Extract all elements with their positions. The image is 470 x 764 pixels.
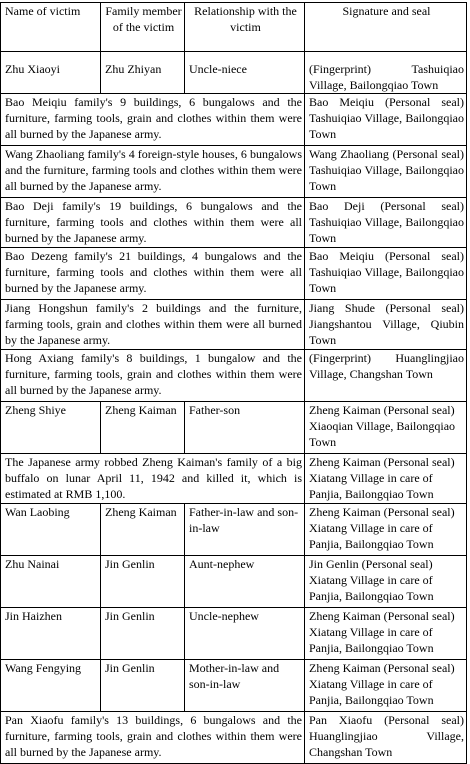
victim-name: Zhu Nainai — [1, 556, 101, 608]
loss-description: Pan Xiaofu family's 13 buildings, 6 bungalows and the furniture, farming tools, grain and clothes within them were all burned by the Japanese army. — [1, 712, 305, 764]
victim-name: Wan Laobing — [1, 504, 101, 556]
table-row — [1, 248, 467, 300]
signature-seal: Wang Zhaoliang (Personal seal) Tashuiqiao Village, Bailongqiao Town — [305, 146, 467, 198]
table-row — [1, 608, 467, 660]
table-row — [1, 454, 467, 504]
family-member: Jin Genlin — [101, 660, 185, 712]
family-member: Zheng Kaiman — [101, 504, 185, 556]
signature-seal: Zheng Kaiman (Personal seal) Xiaoqian Village, Bailongqiao Town — [305, 402, 467, 454]
header-row — [1, 3, 467, 52]
family-member: Zheng Kaiman — [101, 402, 185, 454]
table-row — [1, 300, 467, 350]
signature-seal: Bao Meiqiu (Personal seal) Tashuiqiao Village, Bailongqiao Town — [305, 248, 467, 300]
relationship: Uncle-niece — [185, 52, 305, 94]
relationship: Uncle-nephew — [185, 608, 305, 660]
victim-name: Jin Haizhen — [1, 608, 101, 660]
signature-seal: Jiang Shude (Personal seal) Jiangshantou Village, Qiubin Town — [305, 300, 467, 350]
victim-table — [0, 2, 467, 764]
signature-seal: (Fingerprint) Huanglingjiao Village, Changshan Town — [305, 350, 467, 402]
table-row — [1, 198, 467, 248]
relationship: Aunt-nephew — [185, 556, 305, 608]
loss-description: Bao Meiqiu family's 9 buildings, 6 bungalows and the furniture, farming tools, grain and clothes within them were all burned by the Japanese army. — [1, 94, 305, 146]
signature-seal: Zheng Kaiman (Personal seal) Xiatang Village in care of Panjia, Bailongqiao Town — [305, 454, 467, 504]
family-member: Zhu Zhiyan — [101, 52, 185, 94]
signature-seal: Zheng Kaiman (Personal seal) Xiatang Village in care of Panjia, Bailongqiao Town — [305, 504, 467, 556]
table-row — [1, 504, 467, 556]
header-name: Name of victim — [1, 3, 101, 52]
loss-description: The Japanese army robbed Zheng Kaiman's family of a big buffalo on lunar April 11, 1942 and killed it, which is estimated at RMB 1,100. — [1, 454, 305, 504]
relationship: Mother-in-law and son-in-law — [185, 660, 305, 712]
family-member: Jin Genlin — [101, 556, 185, 608]
signature-seal: Pan Xiaofu (Personal seal) Huanglingjiao Village, Changshan Town — [305, 712, 467, 764]
table-row — [1, 402, 467, 454]
relationship: Father-son — [185, 402, 305, 454]
signature-seal: Zheng Kaiman (Personal seal) Xiatang Village in care of Panjia, Bailongqiao Town — [305, 608, 467, 660]
signature-seal: Jin Genlin (Personal seal) Xiatang Village in care of Panjia, Bailongqiao Town — [305, 556, 467, 608]
header-family-member: Family member of the victim — [101, 3, 185, 52]
signature-seal: (Fingerprint) Tashuiqiao Village, Bailongqiao Town — [305, 52, 467, 94]
loss-description: Wang Zhaoliang family's 4 foreign-style houses, 6 bungalows and the furniture, farming tools and clothes within them were all burned by the Japanese army. — [1, 146, 305, 198]
family-member: Jin Genlin — [101, 608, 185, 660]
victim-name: Wang Fengying — [1, 660, 101, 712]
table-row — [1, 350, 467, 402]
table-row — [1, 556, 467, 608]
table-row — [1, 52, 467, 94]
signature-seal: Bao Meiqiu (Personal seal) Tashuiqiao Village, Bailongqiao Town — [305, 94, 467, 146]
loss-description: Bao Dezeng family's 21 buildings, 4 bungalows and the furniture, farming tools and clothes within them were all burned by the Japanese army. — [1, 248, 305, 300]
signature-seal: Bao Deji (Personal seal) Tashuiqiao Village, Bailongqiao Town — [305, 198, 467, 248]
header-signature: Signature and seal — [305, 3, 467, 52]
table-row — [1, 712, 467, 764]
relationship: Father-in-law and son-in-law — [185, 504, 305, 556]
table-row — [1, 94, 467, 146]
loss-description: Bao Deji family's 19 buildings, 6 bungalows and the furniture, farming tools and clothes within them were all burned by the Japanese army. — [1, 198, 305, 248]
table-row — [1, 146, 467, 198]
loss-description: Hong Axiang family's 8 buildings, 1 bungalow and the furniture, farming tools, grain and clothes within them were all burned by the Japanese army. — [1, 350, 305, 402]
victim-name: Zhu Xiaoyi — [1, 52, 101, 94]
signature-seal: Zheng Kaiman (Personal seal) Xiatang Village in care of Panjia, Bailongqiao Town — [305, 660, 467, 712]
table-row — [1, 660, 467, 712]
header-relationship: Relationship with the victim — [185, 3, 305, 52]
victim-name: Zheng Shiye — [1, 402, 101, 454]
loss-description: Jiang Hongshun family's 2 buildings and the furniture, farming tools, grain and clothes within them were all burned by the Japanese army. — [1, 300, 305, 350]
